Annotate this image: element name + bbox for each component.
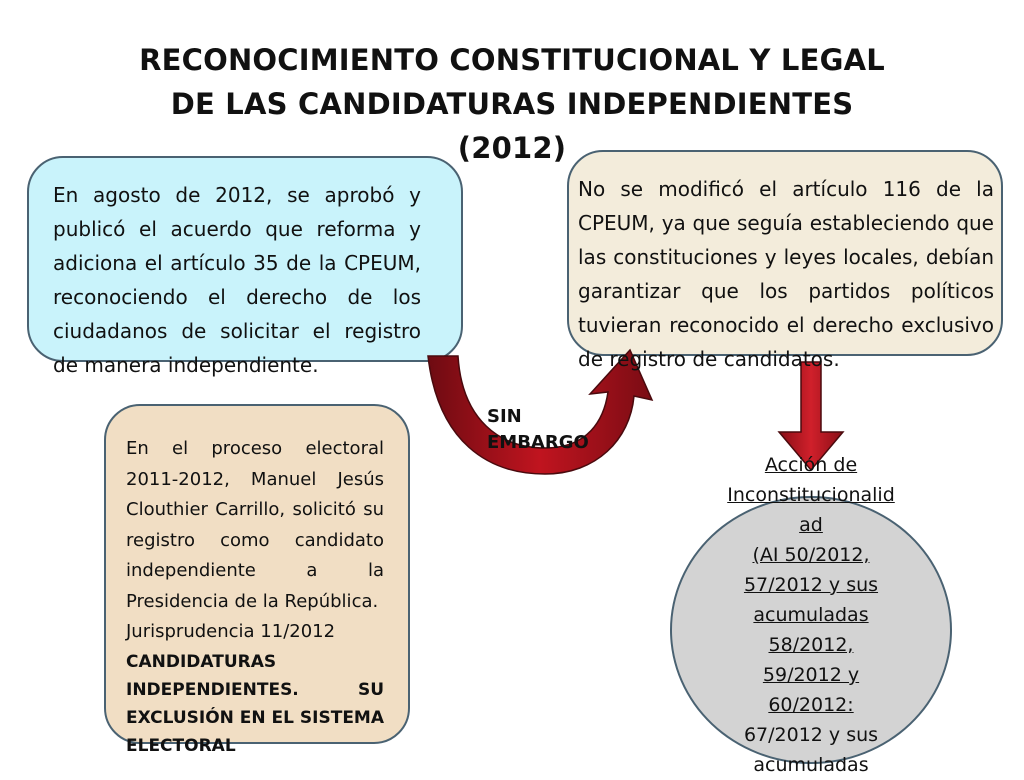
- title-line-3: (2012): [457, 131, 567, 165]
- accion-line-9: 60/2012:: [768, 694, 854, 716]
- accion-line-2: Inconstitucionalid: [727, 484, 895, 506]
- title-line-1: RECONOCIMIENTO CONSTITUCIONAL Y LEGAL: [139, 43, 885, 77]
- sin-embargo-line-2: EMBARGO: [487, 432, 589, 453]
- accion-text: [700, 450, 922, 780]
- art116-text: No se modificó el artículo 116 de la CPEUM, ya que seguía estableciendo que las constituciones y leyes locales, debían garantizar que los partidos políticos tuvieran reconocido el derecho exclusivo de registro de candidatos.: [578, 177, 994, 371]
- reform-text: En agosto de 2012, se aprobó y publicó el acuerdo que reforma y adiciona el artículo 35 de la CPEUM, reconociendo el derecho de los ciudadanos de solicitar el registro de manera independiente.: [53, 183, 421, 377]
- clouthier-paragraph: En el proceso electoral 2011-2012, Manuel Jesús Clouthier Carrillo, solicitó su registro como candidato independiente a la Presidencia de la República.: [126, 438, 384, 612]
- accion-line-5: 57/2012 y sus: [743, 574, 879, 596]
- sin-embargo-line-1: SIN: [487, 406, 522, 427]
- accion-line-10: 67/2012 y sus: [743, 724, 879, 746]
- accion-line-3: ad: [799, 514, 823, 536]
- accion-line-6: acumuladas: [753, 604, 869, 626]
- accion-line-7: 58/2012,: [768, 634, 854, 656]
- jurisprudencia-title: CANDIDATURAS INDEPENDIENTES. SU EXCLUSIÓN EN EL SISTEMA ELECTORAL: [126, 651, 385, 756]
- accion-line-11: acumuladas: [753, 754, 869, 776]
- accion-line-1: Acción de: [764, 454, 858, 476]
- title-line-2: DE LAS CANDIDATURAS INDEPENDIENTES: [170, 87, 854, 121]
- jurisprudencia-ref: Jurisprudencia 11/2012: [126, 621, 336, 642]
- accion-line-8: 59/2012 y: [762, 664, 860, 686]
- clouthier-text: [126, 434, 384, 760]
- accion-line-4: (AI 50/2012,: [752, 544, 870, 566]
- sin-embargo-label: [487, 404, 589, 456]
